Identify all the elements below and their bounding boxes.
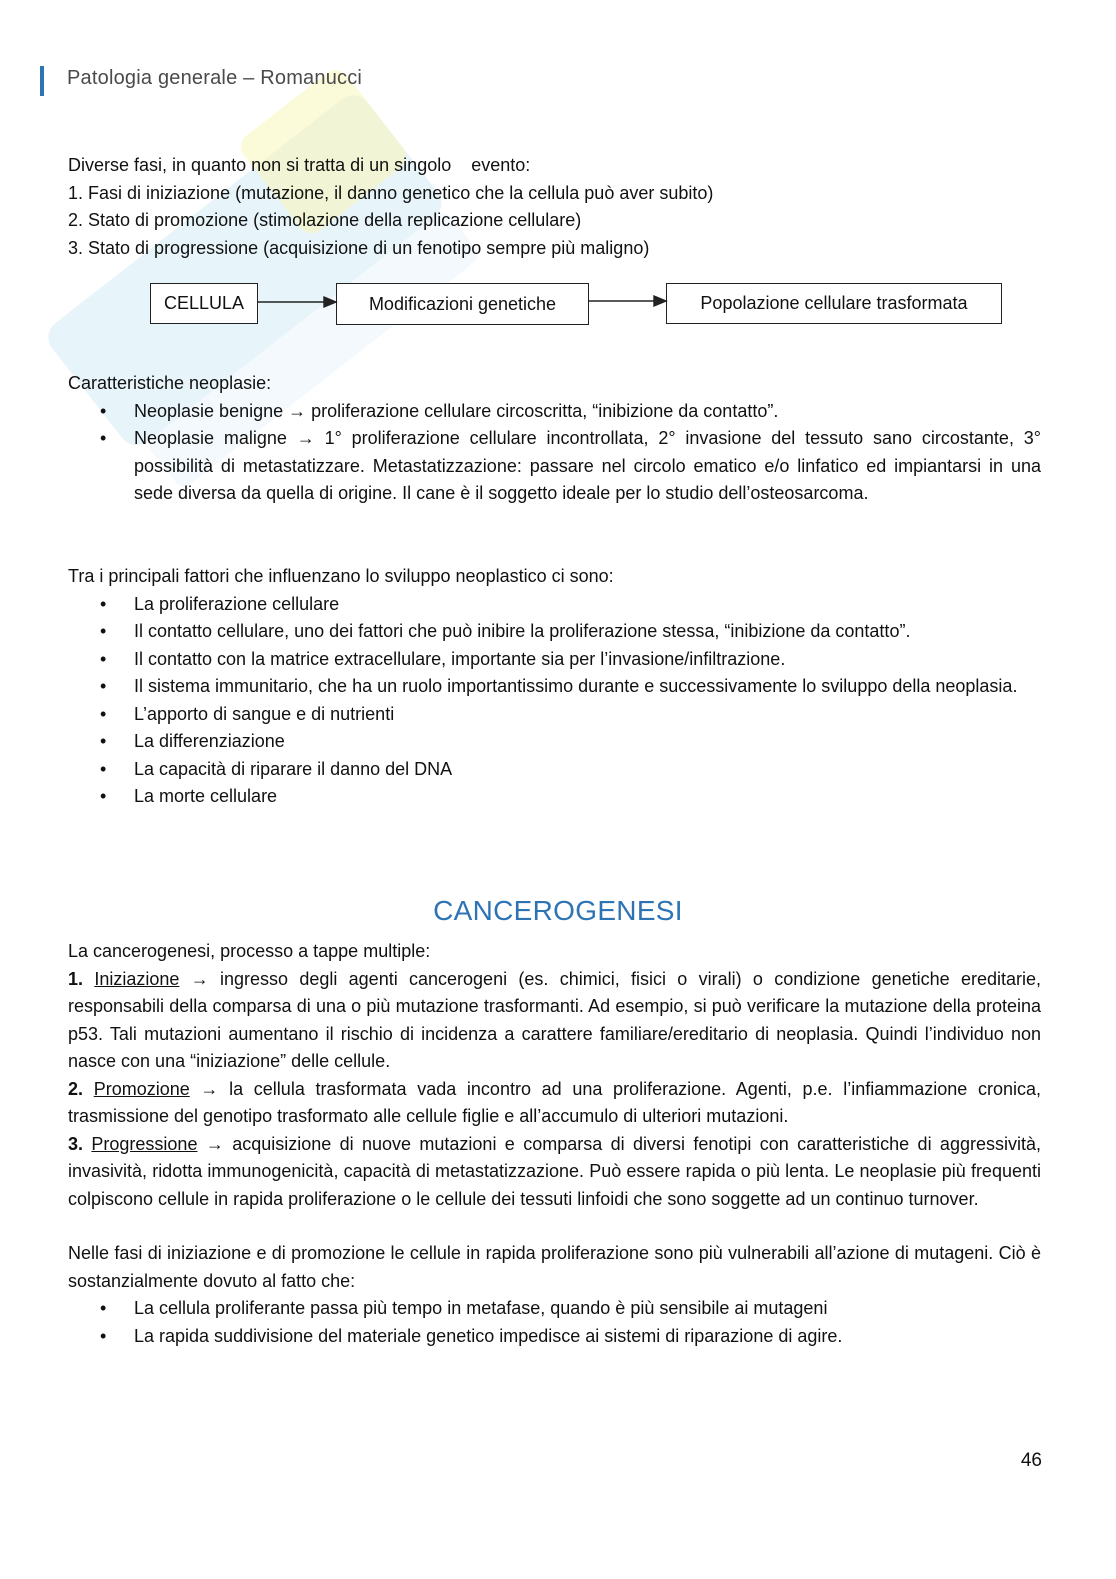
flow-box-popolazione: Popolazione cellulare trasformata <box>666 283 1002 324</box>
intro-lead: Diverse fasi, in quanto non si tratta di un singolo evento: <box>68 155 531 175</box>
phase-name: Progressione <box>91 1133 198 1154</box>
list-item: • Il contatto cellulare, uno dei fattori che può inibire la proliferazione stessa, “inibizione da contatto”. <box>68 618 1041 646</box>
flow-box-modificazioni: Modificazioni genetiche <box>336 283 589 325</box>
phase-progressione <box>68 1131 1041 1214</box>
phase-promozione <box>68 1076 1041 1131</box>
intro-step-1: 1. Fasi di iniziazione (mutazione, il danno genetico che la cellula può aver subito) <box>68 182 714 203</box>
cancerogenesi-section <box>68 938 1041 1350</box>
list-item: • La morte cellulare <box>68 783 1041 811</box>
flow-arrowhead-1 <box>324 297 336 307</box>
list-item: • La rapida suddivisione del materiale genetico impedisce ai sistemi di riparazione di agire. <box>68 1323 1041 1351</box>
fattori-section <box>68 563 1041 811</box>
fattori-heading: Tra i principali fattori che influenzano lo sviluppo neoplastico ci sono: <box>68 566 614 586</box>
cancerogenesi-closing: Nelle fasi di iniziazione e di promozione le cellule in rapida proliferazione sono più vulnerabili all’azione di mutageni. Ciò è sostanzialmente dovuto al fatto che: <box>68 1243 1041 1291</box>
list-item: • La proliferazione cellulare <box>68 591 1041 619</box>
phase-text: → la cellula trasformata vada incontro ad una proliferazione. Agenti, p.e. l’infiammazione cronica, trasmissione del genotipo trasformato alle cellule figlie e all’accumulo di ulteriori mutazioni. <box>68 1078 1041 1126</box>
section-title-cancerogenesi: CANCEROGENESI <box>433 895 683 926</box>
phase-number: 3. <box>68 1133 84 1154</box>
neoplasie-heading: Caratteristiche neoplasie: <box>68 373 272 393</box>
phase-name: Promozione <box>93 1078 190 1099</box>
list-item: • Il sistema immunitario, che ha un ruolo importantissimo durante e successivamente lo sviluppo della neoplasia. <box>68 673 1041 701</box>
list-item: • Il contatto con la matrice extracellulare, importante sia per l’invasione/infiltrazione. <box>68 646 1041 674</box>
list-item: • Neoplasie benigne → proliferazione cellulare circoscritta, “inibizione da contatto”. <box>68 398 1041 426</box>
flow-arrows <box>0 0 1116 400</box>
phase-name: Iniziazione <box>94 968 180 989</box>
page-number: 46 <box>1020 1450 1042 1471</box>
phase-number: 2. <box>68 1078 84 1099</box>
list-item: • Neoplasie maligne → 1° proliferazione cellulare incontrollata, 2° invasione del tessuto sano circostante, 3° possibilità di metastatizzare. Metastatizzazione: passare nel circolo ematico e/o linfatico ed impiantarsi in una sede diversa da quella di origine. Il cane è il soggetto ideale per lo studio dell’osteosarcoma. <box>68 425 1041 508</box>
cancerogenesi-lead: La cancerogenesi, processo a tappe multiple: <box>68 941 431 961</box>
running-header: Patologia generale – Romanucci <box>67 67 363 89</box>
phase-text: → acquisizione di nuove mutazioni e comparsa di diversi fenotipi con caratteristiche di aggressività, invasività, ridotta immunogenicità, capacità di metastatizzazione. Può essere rapida o più lenta. Le neoplasie più frequenti colpiscono cellule in rapida proliferazione o le cellule dei tessuti linfoidi che sono soggette ad un continuo turnover. <box>68 1133 1041 1209</box>
flow-box-cellula: CELLULA <box>150 283 258 324</box>
list-item: • La cellula proliferante passa più tempo in metafase, quando è più sensibile ai mutageni <box>68 1295 1041 1323</box>
phase-number: 1. <box>68 968 84 989</box>
intro-step-3: 3. Stato di progressione (acquisizione di un fenotipo sempre più maligno) <box>68 237 650 258</box>
neoplasie-section <box>68 370 1041 508</box>
phase-text: → ingresso degli agenti cancerogeni (es. chimici, fisici o virali) o condizione genetiche ereditarie, responsabili della comparsa di una o più mutazione trasformanti. Ad esempio, si può verificare la mutazione della proteina p53. Tali mutazioni aumentano il rischio di incidenza a carattere familiare/ereditario di neoplasia. Quindi l’individuo non nasce con una “iniziazione” delle cellule. <box>68 968 1041 1071</box>
list-item: • L’apporto di sangue e di nutrienti <box>68 701 1041 729</box>
list-item: • La capacità di riparare il danno del DNA <box>68 756 1041 784</box>
phase-iniziazione <box>68 966 1041 1076</box>
intro-step-2: 2. Stato di promozione (stimolazione della replicazione cellulare) <box>68 210 582 230</box>
list-item: • La differenziazione <box>68 728 1041 756</box>
flow-arrowhead-2 <box>654 296 666 306</box>
